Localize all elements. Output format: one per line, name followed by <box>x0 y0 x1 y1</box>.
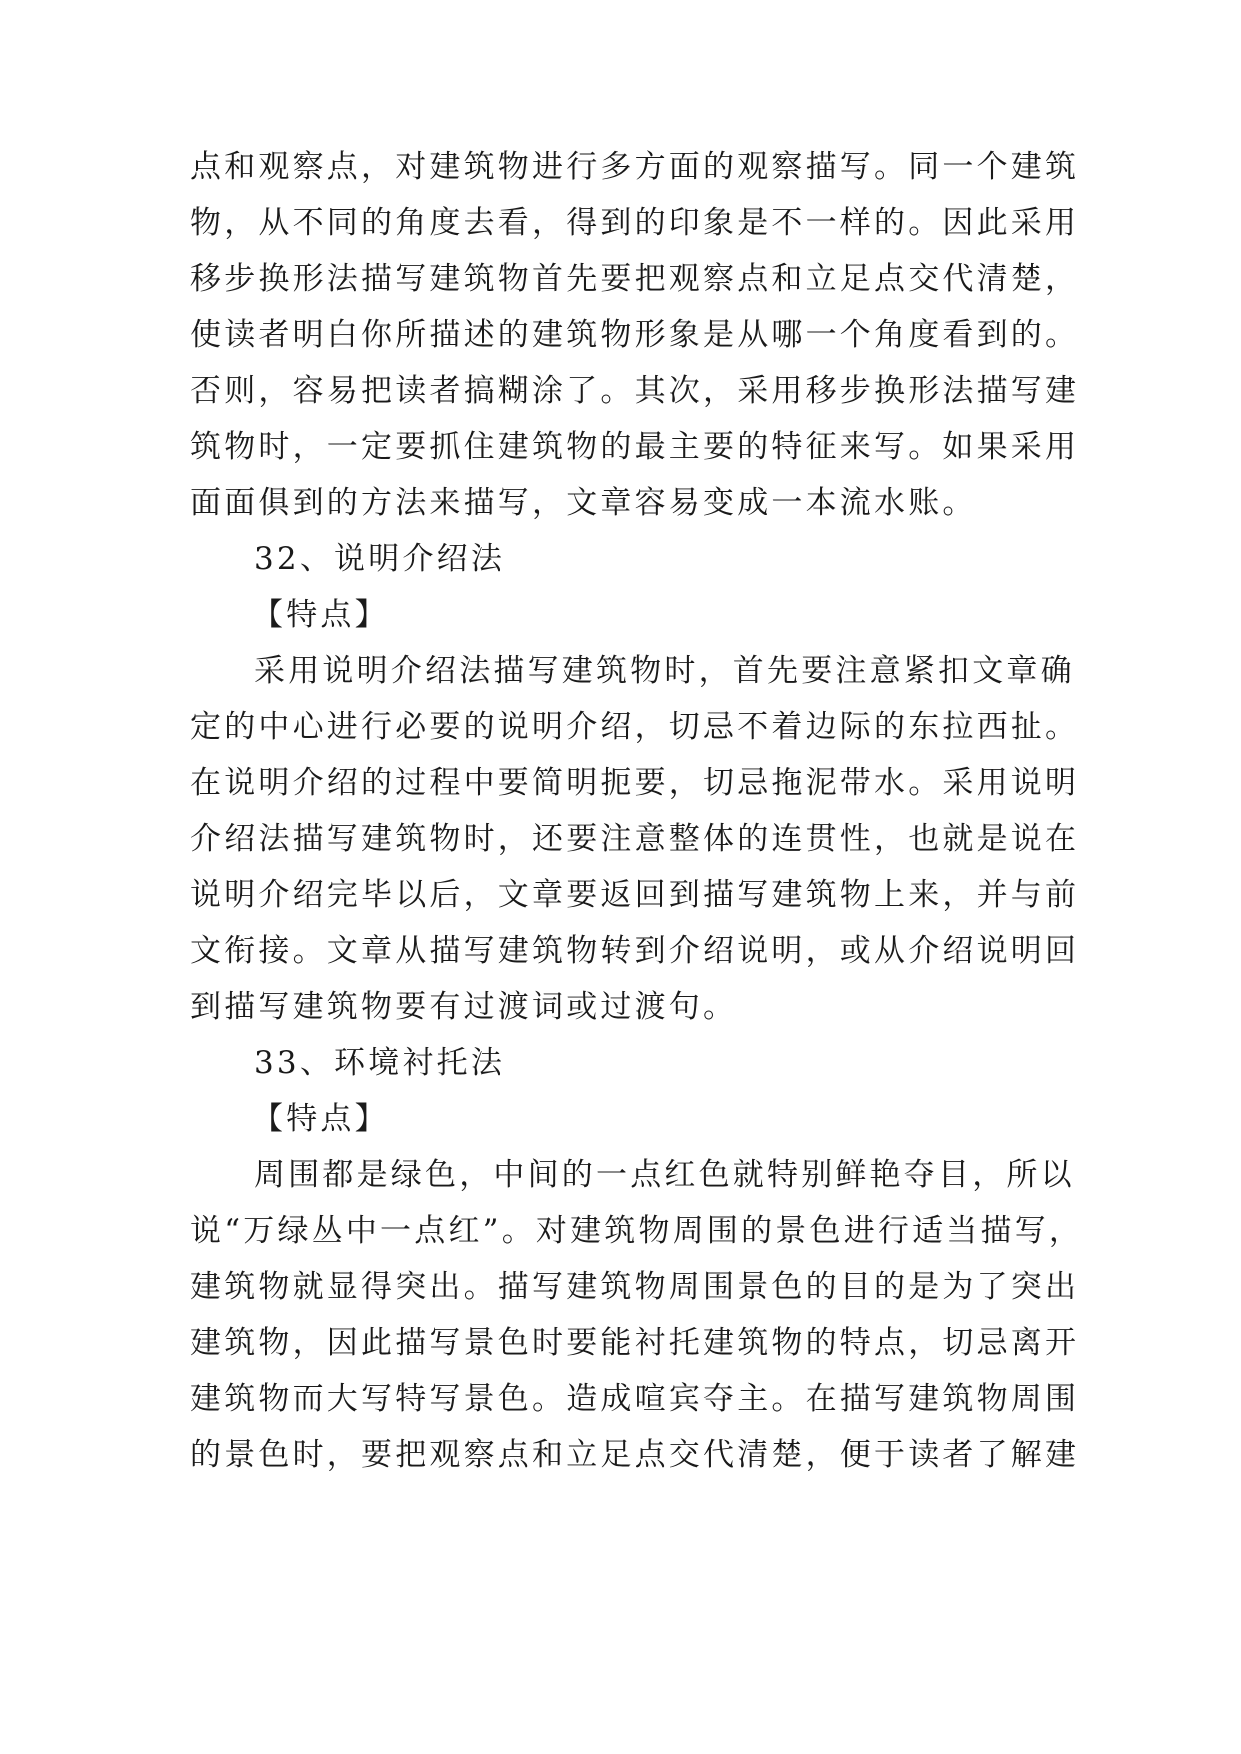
section-32-line-4: 介绍法描写建筑物时，还要注意整体的连贯性，也就是说在 <box>190 821 1080 857</box>
paragraph-1-line-2: 物，从不同的角度去看，得到的印象是不一样的。因此采用 <box>190 205 1080 241</box>
section-32-line-2: 定的中心进行必要的说明介绍，切忌不着边际的东拉西扯。 <box>190 709 1080 745</box>
paragraph-1-line-3: 移步换形法描写建筑物首先要把观察点和立足点交代清楚， <box>190 261 1080 297</box>
section-32-line-6: 文衔接。文章从描写建筑物转到介绍说明，或从介绍说明回 <box>190 933 1080 969</box>
section-33-line-6: 的景色时，要把观察点和立足点交代清楚，便于读者了解建 <box>190 1437 1080 1473</box>
section-32-line-1: 采用说明介绍法描写建筑物时，首先要注意紧扣文章确 <box>254 653 1075 689</box>
paragraph-1-line-5: 否则，容易把读者搞糊涂了。其次，采用移步换形法描写建 <box>190 373 1080 409</box>
section-33-line-3: 建筑物就显得突出。描写建筑物周围景色的目的是为了突出 <box>190 1269 1080 1305</box>
section-33-feature-label: 【特点】 <box>252 1101 389 1137</box>
paragraph-1-line-4: 使读者明白你所描述的建筑物形象是从哪一个角度看到的。 <box>190 317 1080 353</box>
section-32-line-7: 到描写建筑物要有过渡词或过渡句。 <box>190 989 738 1025</box>
section-32-line-5: 说明介绍完毕以后，文章要返回到描写建筑物上来，并与前 <box>190 877 1080 913</box>
section-33-line-4: 建筑物，因此描写景色时要能衬托建筑物的特点，切忌离开 <box>190 1325 1080 1361</box>
section-33-line-5: 建筑物而大写特写景色。造成喧宾夺主。在描写建筑物周围 <box>190 1381 1080 1417</box>
paragraph-1-line-7: 面面俱到的方法来描写，文章容易变成一本流水账。 <box>190 485 977 521</box>
section-32-heading: 32、说明介绍法 <box>254 541 506 577</box>
paragraph-1-line-1: 点和观察点，对建筑物进行多方面的观察描写。同一个建筑 <box>190 149 1080 185</box>
section-33-line-1: 周围都是绿色，中间的一点红色就特别鲜艳夺目，所以 <box>254 1157 1075 1193</box>
section-32-feature-label: 【特点】 <box>252 597 389 633</box>
section-32-line-3: 在说明介绍的过程中要简明扼要，切忌拖泥带水。采用说明 <box>190 765 1080 801</box>
paragraph-1-line-6: 筑物时，一定要抓住建筑物的最主要的特征来写。如果采用 <box>190 429 1080 465</box>
section-33-line-2: 说“万绿丛中一点红”。对建筑物周围的景色进行适当描写， <box>190 1213 1084 1249</box>
section-33-heading: 33、环境衬托法 <box>254 1045 506 1081</box>
